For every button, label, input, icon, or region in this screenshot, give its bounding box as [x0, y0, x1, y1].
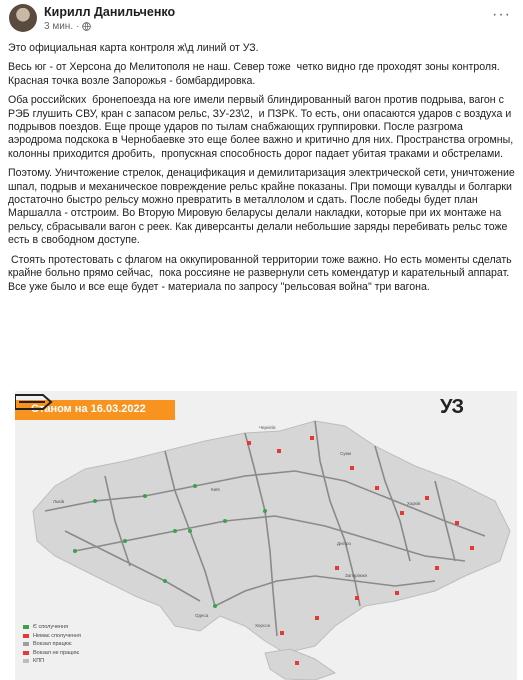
post-text — [8, 42, 518, 300]
legend-item: Вокзал працює — [23, 640, 81, 649]
post-paragraph: Оба российских бронепоезда на юге имели первый блиндированный вагон против подрыва, вагон с РЭБ глушить СВУ, кран с запасом рельс, ЗУ-23\2, и ПЗРК. То есть, они опасаются ударов с воздуха и подрывов поездов. Еще проще ударов по тылам снабжающих группировки. После разгрома аэродрома подскока в Чернобаевке это еще более важно и критично для них. Пространства огромны, колонны приходится дробить, пропускная способность дорог падает убитая траками и обстрелами. — [8, 94, 517, 160]
city-label: Суми — [340, 451, 352, 456]
city-label: Львів — [53, 499, 65, 504]
map-graphic — [15, 391, 517, 680]
post-time[interactable]: 3 мин. — [44, 21, 74, 32]
post-paragraph: Стоять протестовать с флагом на оккупированной территории тоже важно. Но есть моменты сделать крайне больно прямо сейчас, пока россияне не развернули сеть комендатур и карательный аппарат. Все уже было и все еще будет - материала по запросу "рельсовая война" три вагона. — [8, 253, 515, 293]
map-date-label: Станом на 16.03.2022 — [31, 403, 146, 415]
globe-icon — [82, 22, 91, 31]
avatar[interactable] — [9, 4, 37, 32]
city-label: Запоріжжя — [345, 573, 368, 578]
city-label: Харків — [407, 501, 421, 506]
uz-logo-mark-icon — [15, 391, 55, 413]
uz-logo: УЗ — [440, 396, 463, 418]
post-paragraph: Поэтому. Уничтожение стрелок, денацификация и демилитаризация электрической сети, уничтожение шпал, подрыв и механическое повреждение рельс крайне показаны. При помощи кувалды и болгарки достаточно быстро рельсу можно превратить в металлолом и сдать. После победы будет план Маршалла - отстроим. Во Вторую Мировую беларусы делали накладки, которые при их монтаже на рельсу, сбрасывали вагон с реек. Как диверсанты делали небольшие заряды перебивать рельс тоже есть в свободном доступе. — [8, 167, 518, 247]
city-label: Київ — [211, 487, 220, 492]
legend-item: Є сполучення — [23, 623, 81, 632]
city-label: Одеса — [195, 613, 209, 618]
city-label: Херсон — [255, 623, 271, 628]
railway-map-image[interactable] — [15, 391, 517, 680]
legend-item: КПП — [23, 657, 81, 666]
post-paragraph: Весь юг - от Херсона до Мелитополя не наш. Север тоже четко видно где проходят зоны контроля. Красная точка возле Запорожья - бомбардировка. — [8, 61, 503, 87]
map-legend — [23, 623, 81, 666]
post-meta: 3 мин. · — [44, 21, 91, 32]
author-name[interactable]: Кирилл Данильченко — [44, 5, 176, 19]
city-label: Дніпро — [337, 541, 351, 546]
more-options-button[interactable]: ··· — [492, 6, 511, 23]
post-header — [0, 0, 523, 40]
legend-item: Немає сполучення — [23, 632, 81, 641]
city-label: Чернігів — [259, 425, 276, 430]
post-paragraph: Это официальная карта контроля ж\д линий от УЗ. — [8, 42, 259, 54]
legend-item: Вокзал не працює — [23, 649, 81, 658]
